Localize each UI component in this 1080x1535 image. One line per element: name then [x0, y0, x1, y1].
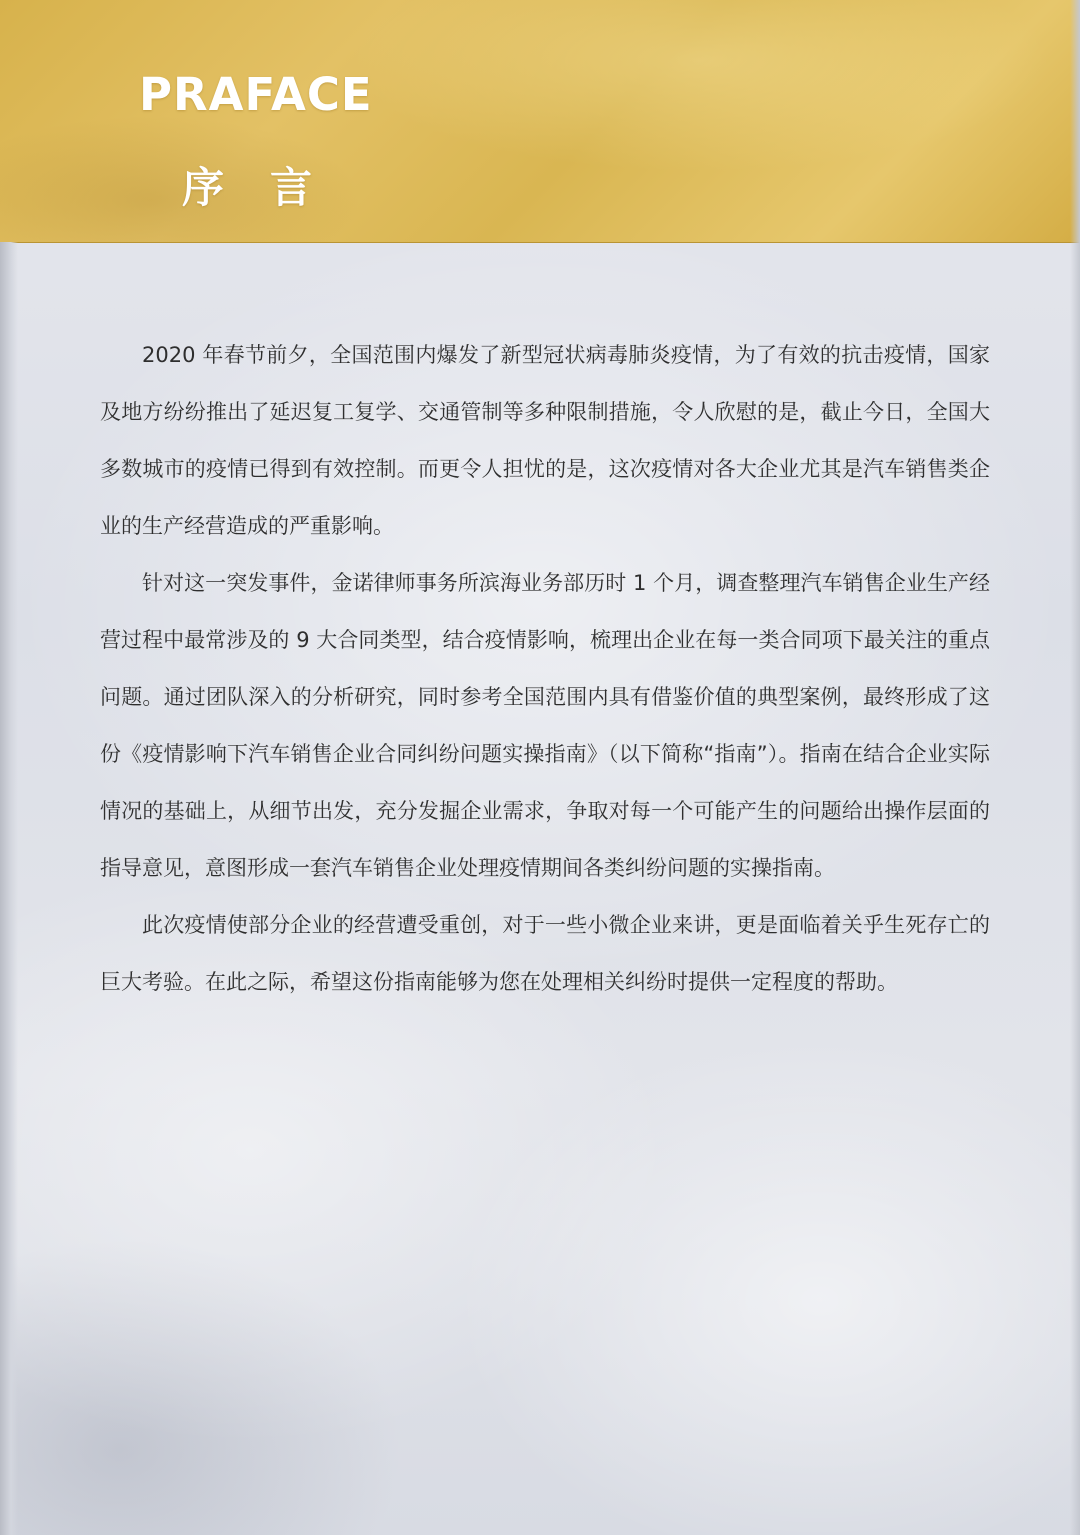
- page-spine-shadow: [0, 242, 18, 1535]
- paragraph: 此次疫情使部分企业的经营遭受重创，对于一些小微企业来讲，更是面临着关乎生死存亡的巨大考验。在此之际，希望这份指南能够为您在处理相关纠纷时提供一定程度的帮助。: [100, 913, 990, 994]
- paragraph: 2020 年春节前夕，全国范围内爆发了新型冠状病毒肺炎疫情，为了有效的抗击疫情，国家及地方纷纷推出了延迟复工复学、交通管制等多种限制措施，令人欣慰的是，截止今日，全国大多数城市的疫情已得到有效控制。而更令人担忧的是，这次疫情对各大企业尤其是汽车销售类企业的生产经营造成的严重影响。: [100, 343, 990, 538]
- preface-body: [100, 327, 990, 1011]
- title-english: PRAFACE: [139, 68, 373, 121]
- paragraph: 针对这一突发事件，金诺律师事务所滨海业务部历时 1 个月，调查整理汽车销售企业生产经营过程中最常涉及的 9 大合同类型，结合疫情影响，梳理出企业在每一类合同项下最关注的重点问题。通过团队深入的分析研究，同时参考全国范围内具有借鉴价值的典型案例，最终形成了这份《疫情影响下汽车销售企业合同纠纷问题实操指南》（以下简称“指南”）。指南在结合企业实际情况的基础上，从细节出发，充分发掘企业需求，争取对每一个可能产生的问题给出操作层面的指导意见，意图形成一套汽车销售企业处理疫情期间各类纠纷问题的实操指南。: [100, 571, 990, 880]
- header-band: [0, 0, 1080, 243]
- title-chinese: 序言: [182, 163, 359, 212]
- page-edge-shadow: [1070, 0, 1080, 1535]
